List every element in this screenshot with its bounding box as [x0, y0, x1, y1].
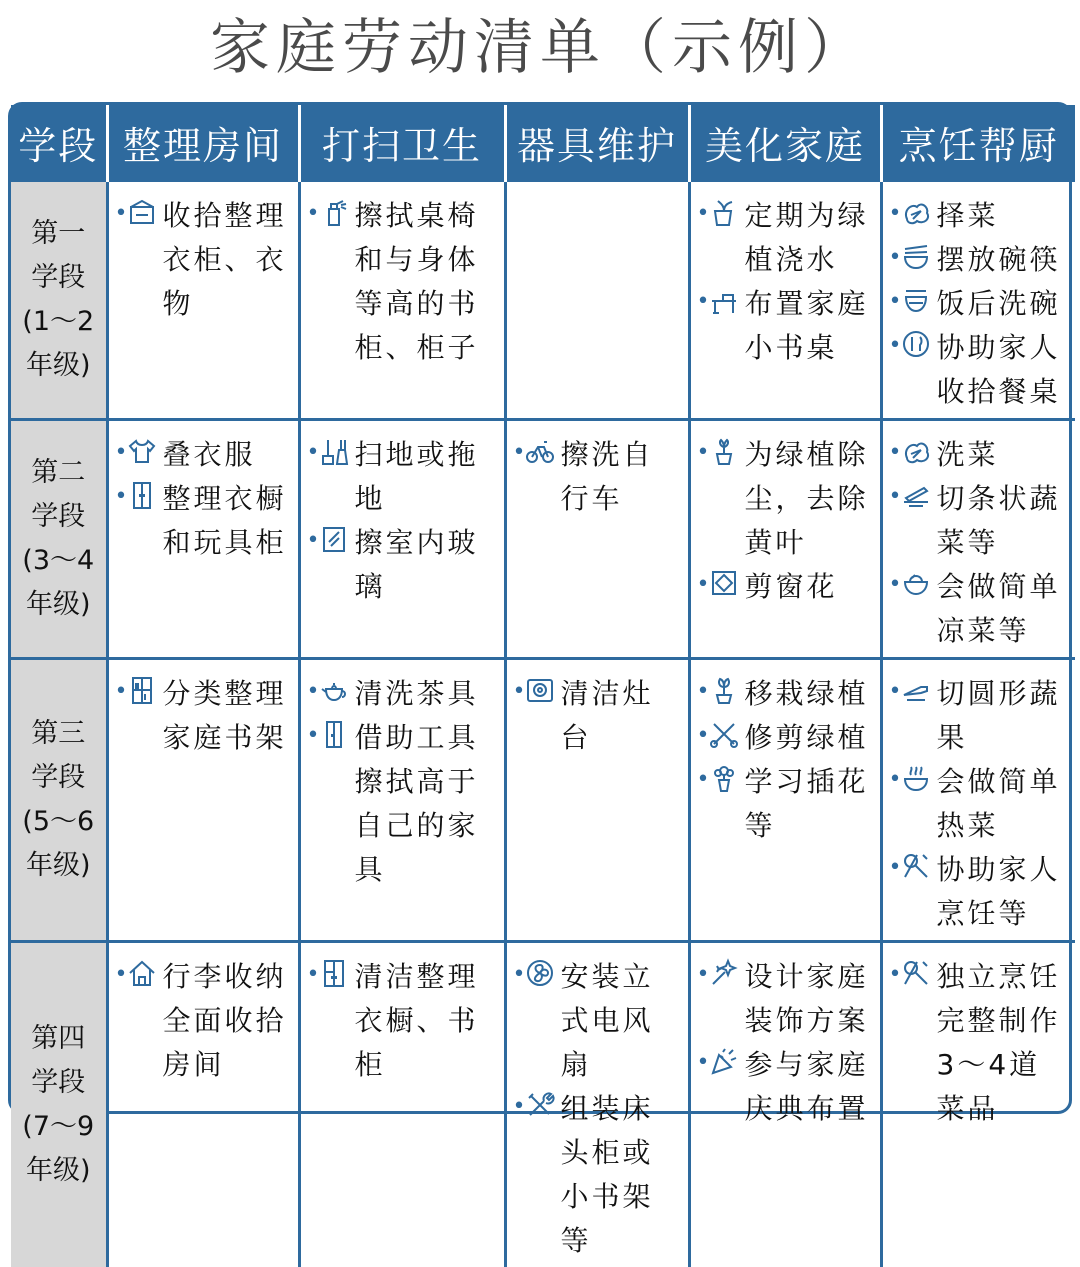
bullet-dot: • [697, 194, 709, 234]
header-cooking: 烹饪帮厨 [881, 105, 1075, 181]
bullet-dot: • [307, 955, 319, 995]
bullet-dot: • [307, 672, 319, 712]
flower-vase-icon [709, 762, 739, 798]
stage-label-line: 学段 [13, 256, 104, 300]
bookshelf-icon [127, 674, 157, 710]
tshirt-icon [127, 435, 157, 471]
bullet-dot: • [307, 433, 319, 473]
drawer-box-icon [127, 196, 157, 232]
task-text: 修剪绿植 [745, 716, 876, 760]
stage-label-line: (7～9 [13, 1105, 104, 1149]
bullet-dot: • [697, 433, 709, 473]
task-text: 定期为绿植浇水 [745, 194, 876, 282]
task-text: 剪窗花 [745, 565, 876, 609]
paper-cut-icon [709, 567, 739, 603]
bullet-dot: • [889, 672, 901, 712]
task-item [889, 955, 1072, 1131]
stage-label-line: 学段 [13, 495, 104, 539]
tall-cabinet-icon [319, 718, 349, 754]
tools-icon [525, 1089, 555, 1125]
task-item [697, 672, 876, 716]
plant-pot-icon [709, 435, 739, 471]
task-item [889, 565, 1072, 653]
bullet-dot: • [889, 433, 901, 473]
task-item [889, 326, 1072, 414]
header-row [11, 105, 1075, 181]
task-text: 清洁整理衣橱、书柜 [355, 955, 500, 1087]
task-item [513, 1087, 684, 1263]
task-text: 会做简单热菜 [937, 760, 1072, 848]
task-text: 移栽绿植 [745, 672, 876, 716]
house-icon [127, 957, 157, 993]
bullet-dot: • [513, 955, 525, 995]
task-cell [107, 659, 299, 942]
task-item [307, 716, 500, 892]
task-cell [505, 659, 689, 942]
bullet-dot: • [697, 672, 709, 712]
task-cell [107, 942, 299, 1267]
bullet-dot: • [115, 433, 127, 473]
task-text: 参与家庭庆典布置 [745, 1043, 876, 1131]
task-item [307, 194, 500, 370]
bullet-dot: • [889, 326, 901, 366]
task-text: 会做简单凉菜等 [937, 565, 1072, 653]
cooking-tools-icon [901, 957, 931, 993]
task-item [307, 955, 500, 1087]
task-item [307, 521, 500, 609]
sparkle-icon [709, 957, 739, 993]
stage-label-line: (3～4 [13, 539, 104, 583]
bowl-chopsticks-icon [901, 240, 931, 276]
task-item [115, 477, 294, 565]
knife-cutting-icon [901, 479, 931, 515]
header-home-decor: 美化家庭 [689, 105, 881, 181]
bullet-dot: • [889, 238, 901, 278]
task-text: 清洗茶具 [355, 672, 500, 716]
stage-label-line: 第四 [13, 1017, 104, 1061]
wash-bowl-icon [901, 284, 931, 320]
header-appliance-care: 器具维护 [505, 105, 689, 181]
task-item [697, 282, 876, 370]
bicycle-icon [525, 435, 555, 471]
task-item [697, 716, 876, 760]
task-item [889, 194, 1072, 238]
stage-row [11, 659, 1075, 942]
task-text: 安装立式电风扇 [561, 955, 684, 1087]
knife-icon [901, 674, 931, 710]
bullet-dot: • [513, 672, 525, 712]
stage-label-line: 学段 [13, 756, 104, 800]
task-text: 为绿植除尘，去除黄叶 [745, 433, 876, 565]
task-item [889, 282, 1072, 326]
vegetable-icon [901, 435, 931, 471]
plate-utensils-icon [901, 328, 931, 364]
task-item [889, 672, 1072, 760]
task-item [307, 433, 500, 521]
stage-row [11, 942, 1075, 1267]
task-cell [689, 659, 881, 942]
task-cell [107, 181, 299, 420]
bullet-dot: • [697, 760, 709, 800]
broom-dustpan-icon [319, 435, 349, 471]
cooking-tools-icon [901, 850, 931, 886]
task-text: 布置家庭小书桌 [745, 282, 876, 370]
hot-dish-icon [901, 762, 931, 798]
task-text: 擦室内玻璃 [355, 521, 500, 609]
task-text: 饭后洗碗 [937, 282, 1072, 326]
stage-row [11, 181, 1075, 420]
fan-icon [525, 957, 555, 993]
stage-label-line: 第三 [13, 712, 104, 756]
study-desk-icon [709, 284, 739, 320]
bullet-dot: • [307, 716, 319, 756]
task-item [889, 433, 1072, 477]
bullet-dot: • [115, 955, 127, 995]
task-cell [881, 659, 1075, 942]
task-item [513, 672, 684, 760]
task-text: 整理衣橱和玩具柜 [163, 477, 294, 565]
bullet-dot: • [697, 565, 709, 605]
task-text: 切圆形蔬果 [937, 672, 1072, 760]
bullet-dot: • [115, 672, 127, 712]
bullet-dot: • [115, 477, 127, 517]
task-cell [107, 420, 299, 659]
stage-cell [11, 942, 107, 1267]
task-text: 清洁灶台 [561, 672, 684, 760]
task-text: 学习插花等 [745, 760, 876, 848]
bullet-dot: • [889, 477, 901, 517]
task-item [889, 760, 1072, 848]
task-text: 摆放碗筷 [937, 238, 1072, 282]
task-item [115, 194, 294, 326]
task-cell [299, 942, 505, 1267]
task-item [889, 848, 1072, 936]
wardrobe-icon [127, 479, 157, 515]
task-cell [505, 420, 689, 659]
task-text: 洗菜 [937, 433, 1072, 477]
stage-cell [11, 420, 107, 659]
task-item [115, 433, 294, 477]
bullet-dot: • [307, 521, 319, 561]
stage-row [11, 420, 1075, 659]
task-item [697, 1043, 876, 1131]
stage-label-line: 年级) [13, 1149, 104, 1193]
stage-cell [11, 181, 107, 420]
task-text: 行李收纳全面收拾房间 [163, 955, 294, 1087]
task-item [513, 955, 684, 1087]
header-cleaning: 打扫卫生 [299, 105, 505, 181]
stage-label-line: 第一 [13, 212, 104, 256]
bullet-dot: • [697, 1043, 709, 1083]
header-stage: 学段 [11, 105, 107, 181]
task-cell [689, 420, 881, 659]
teapot-icon [319, 674, 349, 710]
page-title: 家庭劳动清单（示例） [0, 8, 1080, 88]
bullet-dot: • [697, 716, 709, 756]
task-cell [881, 181, 1075, 420]
party-popper-icon [709, 1045, 739, 1081]
task-item [697, 433, 876, 565]
task-text: 切条状蔬菜等 [937, 477, 1072, 565]
cabinet-icon [319, 957, 349, 993]
task-cell [299, 659, 505, 942]
window-glass-icon [319, 523, 349, 559]
labor-table-frame [8, 102, 1072, 1114]
bullet-dot: • [513, 433, 525, 473]
task-item [697, 955, 876, 1043]
task-text: 扫地或拖地 [355, 433, 500, 521]
task-item [697, 760, 876, 848]
bullet-dot: • [697, 955, 709, 995]
task-cell [689, 942, 881, 1267]
task-text: 分类整理家庭书架 [163, 672, 294, 760]
bullet-dot: • [115, 194, 127, 234]
labor-table [11, 105, 1075, 1267]
task-item [307, 672, 500, 716]
task-item [697, 194, 876, 282]
task-text: 借助工具擦拭高于自己的家具 [355, 716, 500, 892]
bullet-dot: • [307, 194, 319, 234]
bullet-dot: • [889, 282, 901, 322]
bullet-dot: • [889, 194, 901, 234]
task-text: 收拾整理衣柜、衣物 [163, 194, 294, 326]
task-cell [299, 420, 505, 659]
scissors-icon [709, 718, 739, 754]
task-text: 擦洗自行车 [561, 433, 684, 521]
watering-can-icon [709, 196, 739, 232]
task-cell [881, 420, 1075, 659]
stage-label-line: 学段 [13, 1061, 104, 1105]
bullet-dot: • [889, 955, 901, 995]
bullet-dot: • [889, 760, 901, 800]
stage-cell [11, 659, 107, 942]
task-text: 擦拭桌椅和与身体等高的书柜、柜子 [355, 194, 500, 370]
spray-bottle-icon [319, 196, 349, 232]
task-cell [505, 942, 689, 1267]
stage-label-line: 年级) [13, 344, 104, 388]
task-text: 设计家庭装饰方案 [745, 955, 876, 1043]
task-text: 协助家人收拾餐桌 [937, 326, 1072, 414]
stage-label-line: 年级) [13, 583, 104, 627]
task-text: 叠衣服 [163, 433, 294, 477]
task-cell [881, 942, 1075, 1267]
task-text: 组装床头柜或小书架等 [561, 1087, 684, 1263]
task-item [115, 955, 294, 1087]
bullet-dot: • [513, 1087, 525, 1127]
stage-label-line: 第二 [13, 451, 104, 495]
salad-bowl-icon [901, 567, 931, 603]
stage-label-line: 年级) [13, 844, 104, 888]
task-item [697, 565, 876, 609]
task-cell [689, 181, 881, 420]
task-item [115, 672, 294, 760]
bullet-dot: • [889, 565, 901, 605]
header-tidy-room: 整理房间 [107, 105, 299, 181]
task-cell [299, 181, 505, 420]
task-text: 协助家人烹饪等 [937, 848, 1072, 936]
task-item [513, 433, 684, 521]
stove-icon [525, 674, 555, 710]
task-item [889, 477, 1072, 565]
task-text: 独立烹饪完整制作3～4道菜品 [937, 955, 1072, 1131]
stage-label-line: (1～2 [13, 300, 104, 344]
seedling-icon [709, 674, 739, 710]
bullet-dot: • [697, 282, 709, 322]
bullet-dot: • [889, 848, 901, 888]
task-item [889, 238, 1072, 282]
vegetable-icon [901, 196, 931, 232]
stage-label-line: (5～6 [13, 800, 104, 844]
task-cell [505, 181, 689, 420]
task-text: 择菜 [937, 194, 1072, 238]
